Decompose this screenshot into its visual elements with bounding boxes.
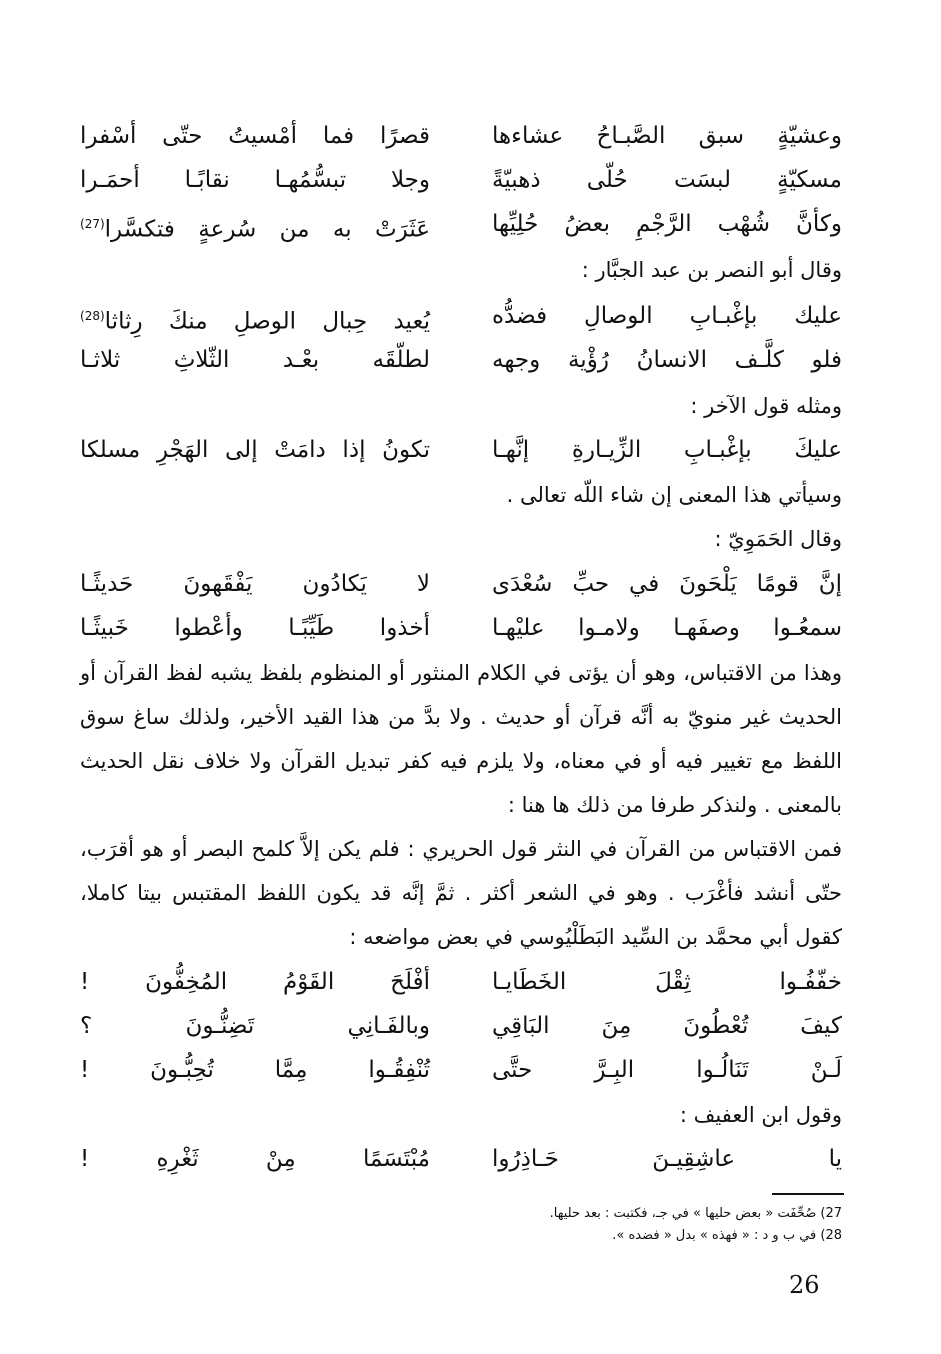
verse-first-hemistich: إنَّ قومًا يَلْحَونَ في حبِّ سُعْدَى bbox=[492, 571, 842, 597]
footnote: 28) في ب و د : « فهذه » بدل « فضده ». bbox=[612, 1228, 842, 1243]
verse-first-hemistich: كيفَ تُعْطُونَ مِنَ البَاقِي bbox=[492, 1013, 842, 1039]
verse-first-hemistich: مسكيّةٍ لبسَت حُلّى ذهبيّةً bbox=[492, 167, 842, 193]
page-number: 26 bbox=[789, 1271, 820, 1299]
intro-line: وقال أبو النصر بن عبد الجبَّار : bbox=[581, 258, 842, 282]
verse-first-hemistich: خفّفُـوا ثِقْلَ الخَطَايـا bbox=[492, 969, 842, 995]
verse-second-hemistich: تكونُ إذا دامَتْ إلى الهَجْرِ مسلكا bbox=[80, 437, 430, 463]
verse-line bbox=[80, 114, 842, 158]
verse-line bbox=[80, 158, 842, 202]
footnote-separator bbox=[772, 1193, 844, 1195]
paragraph-line: وهذا من الاقتباس، وهو أن يؤتى في الكلام المنثور أو المنظوم بلفظ يشبه لفظ القرآن أو bbox=[80, 661, 842, 685]
verse-first-hemistich: عليك بإغْبـابِ الوصالِ فضدُّه bbox=[492, 303, 842, 329]
paragraph-line: اللفظ مع تغيير فيه أو في معناه، ولا يلزم فيه كفر تبديل القرآن ولا خلاف نقل الحديث bbox=[80, 749, 842, 773]
verse-line bbox=[80, 202, 842, 246]
verse-first-hemistich: عليكَ بإغْبـابِ الزِّيـارةِ إنَّهـا bbox=[492, 437, 842, 463]
verse-line bbox=[80, 294, 842, 338]
verse-text: عَثَرَتْ به من سُرعةٍ فتكسَّرا bbox=[104, 216, 430, 243]
verse-second-hemistich: أفْلَحَ القَوْمُ المُخِفُّونَ ! bbox=[80, 969, 430, 995]
paragraph-line: بالمعنى . ولنذكر طرفا من ذلك ها هنا : bbox=[507, 793, 842, 817]
verse-text: يُعيد حِبال الوصلِ منكَ رِثاثا bbox=[104, 308, 430, 335]
paragraph-line: كقول أبي محمَّد بن السِّيد البَطَلْيُوسي في بعض مواضعه : bbox=[349, 925, 842, 949]
verse-second-hemistich: تُنْفِقُـوا مِمَّا تُحِبُّـونَ ! bbox=[80, 1057, 430, 1083]
verse-first-hemistich: وكأنَّ شُهْب الرَّجْمِ بعضُ حُلِيِّها bbox=[492, 211, 842, 237]
footnote-marker: (28) bbox=[80, 309, 105, 323]
verse-second-hemistich: قصرًا فما أمْسيتُ حتّى أسْفرا bbox=[80, 123, 430, 149]
verse-second-hemistich: أخذوا طَيِّبًـا وأعْطوا خَبيثًـا bbox=[80, 615, 430, 641]
intro-line: وقول ابن العفيف : bbox=[679, 1103, 842, 1127]
footnote-marker: (27) bbox=[80, 217, 105, 231]
verse-line bbox=[80, 960, 842, 1004]
verse-first-hemistich: فلو كلَّـف الانسانُ رُؤْية وجهه bbox=[492, 347, 842, 373]
verse-line bbox=[80, 1048, 842, 1092]
verse-line bbox=[80, 562, 842, 606]
verse-second-hemistich: لا يَكادُون يَفْقَهونَ حَديثًـا bbox=[80, 571, 430, 597]
verse-line bbox=[80, 606, 842, 650]
intro-line: ومثله قول الآخر : bbox=[690, 394, 842, 418]
intro-line: وقال الحَمَوِيّ : bbox=[714, 527, 842, 551]
prose-line: وسيأتي هذا المعنى إن شاء اللّه تعالى . bbox=[506, 483, 842, 507]
verse-line bbox=[80, 428, 842, 472]
verse-second-hemistich: وبالفَـانِي تَضِنُّـونَ ؟ bbox=[80, 1013, 430, 1039]
verse-first-hemistich: سمعُـوا وصفَهـا ولامـوا عليْهـا bbox=[492, 615, 842, 641]
verse-first-hemistich: لَـنْ تَنَالُـوا البِـرَّ حتَّى bbox=[492, 1057, 842, 1083]
verse-second-hemistich: مُبْتَسَمًا مِنْ ثَغْرِهِ ! bbox=[80, 1146, 430, 1172]
paragraph-line: فمن الاقتباس من القرآن في النثر قول الحريري : فلم يكن إلاَّ كلمح البصر أو هو أقرَب، bbox=[80, 837, 842, 861]
verse-second-hemistich bbox=[80, 202, 430, 246]
verse-line bbox=[80, 1137, 842, 1181]
paragraph-line: الحديث غير منويّ به أنَّه قرآن أو حديث . ولا بدَّ من هذا القيد الأخير، ولذلك ساغ سوق bbox=[80, 705, 842, 729]
footnote: 27) صُحِّفَت « بعض حليها » في جـ، فكتبت : بعد حليها. bbox=[549, 1206, 842, 1221]
verse-second-hemistich: لطلّقَه بعْـد الثّلاثِ ثلاثـا bbox=[80, 347, 430, 373]
paragraph-line: حتّى أنشد فأغْرَب . وهو في الشعر أكثر . ثمَّ إنَّه قد يكون اللفظ المقتبس بيتا كاملا، bbox=[80, 881, 842, 905]
verse-line bbox=[80, 1004, 842, 1048]
verse-second-hemistich: وجلا تبسُّمُهـا نقابًـا أحمَـرا bbox=[80, 167, 430, 193]
verse-first-hemistich: يا عاشِقِيـنَ حَـاذِرُوا bbox=[492, 1146, 842, 1172]
verse-first-hemistich: وعشيّةٍ سبق الصَّبـاحُ عشاءها bbox=[492, 123, 842, 149]
verse-second-hemistich bbox=[80, 294, 430, 338]
verse-line bbox=[80, 338, 842, 382]
